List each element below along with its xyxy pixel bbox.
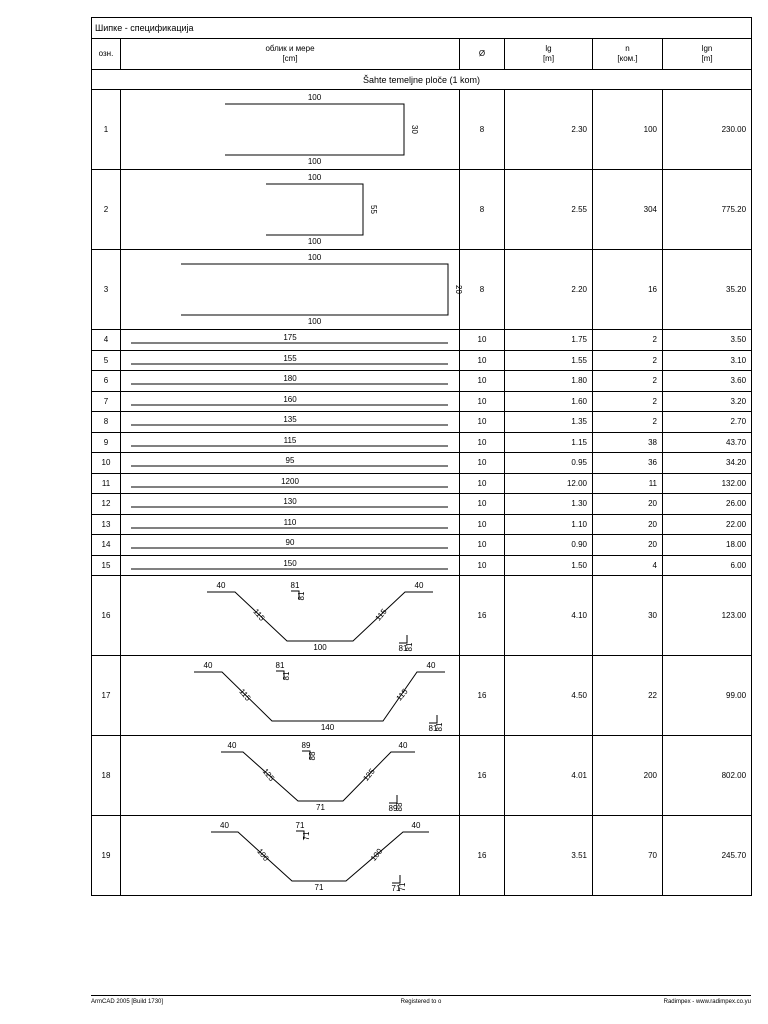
bar-diameter-cell: 10 xyxy=(460,432,505,453)
bar-count-cell: 2 xyxy=(593,412,663,433)
bent-bottom-label: 100 xyxy=(313,643,327,652)
bar-mark-cell: 4 xyxy=(92,330,121,351)
u-bar-line xyxy=(225,104,404,155)
bend-angle-mark-bottom xyxy=(429,715,437,723)
title-row xyxy=(92,18,752,39)
u-bar-top-label: 100 xyxy=(307,93,322,102)
bar-total-length-cell: 43.70 xyxy=(663,432,752,453)
bar-total-length-cell: 26.00 xyxy=(663,494,752,515)
bar-count-cell: 4 xyxy=(593,555,663,576)
bar-total-length-cell: 22.00 xyxy=(663,514,752,535)
bar-diameter-cell: 10 xyxy=(460,494,505,515)
bent-bar-line xyxy=(211,832,429,881)
bar-mark-cell: 10 xyxy=(92,453,121,474)
bar-length-label: 110 xyxy=(283,517,297,527)
bar-count-cell: 100 xyxy=(593,90,663,170)
bar-count-cell: 16 xyxy=(593,250,663,330)
bar-total-length-cell: 802.00 xyxy=(663,736,752,816)
header-mark: озн. xyxy=(92,39,121,70)
bar-diameter-cell: 10 xyxy=(460,535,505,556)
table-title: Шипке - спецификација xyxy=(92,18,752,39)
bar-count-cell: 22 xyxy=(593,656,663,736)
bar-length-cell: 1.55 xyxy=(505,350,593,371)
bar-total-length-cell: 99.00 xyxy=(663,656,752,736)
bar-diameter-cell: 10 xyxy=(460,514,505,535)
bar-mark-cell: 6 xyxy=(92,371,121,392)
table-row xyxy=(92,432,752,453)
table-row xyxy=(92,736,752,816)
bar-length-label: 135 xyxy=(283,415,297,425)
bar-mark-cell: 1 xyxy=(92,90,121,170)
bar-length-cell: 2.30 xyxy=(505,90,593,170)
bar-diameter-cell: 10 xyxy=(460,453,505,474)
bend-angle-label-bottom-side: 81 xyxy=(435,722,444,732)
bar-length-cell: 0.95 xyxy=(505,453,593,474)
table-row xyxy=(92,576,752,656)
header-lg-label: lg xyxy=(545,44,552,53)
bar-diameter-cell: 10 xyxy=(460,473,505,494)
bent-bottom-label: 71 xyxy=(314,883,324,892)
bend-angle-label-bottom-side: 71 xyxy=(398,882,407,892)
bend-angle-label-bottom-side: 81 xyxy=(405,642,414,652)
u-bar-side-label: 30 xyxy=(410,125,419,134)
bar-shape-drawing xyxy=(121,656,460,735)
bar-shape-cell xyxy=(121,473,460,494)
bar-shape-drawing xyxy=(121,736,460,815)
bent-left-slope-label: 100 xyxy=(255,846,271,863)
bar-length-cell: 1.35 xyxy=(505,412,593,433)
bar-mark-cell: 13 xyxy=(92,514,121,535)
bar-diameter-cell: 16 xyxy=(460,736,505,816)
bar-diameter-cell: 16 xyxy=(460,816,505,896)
bar-shape-cell xyxy=(121,170,460,250)
bar-total-length-cell: 132.00 xyxy=(663,473,752,494)
bar-total-length-cell: 775.20 xyxy=(663,170,752,250)
bar-mark-cell: 15 xyxy=(92,555,121,576)
bar-count-cell: 20 xyxy=(593,494,663,515)
bent-left-end-label: 40 xyxy=(203,661,213,670)
bar-shape-cell xyxy=(121,90,460,170)
bar-length-cell: 1.10 xyxy=(505,514,593,535)
bar-shape-drawing xyxy=(121,371,460,390)
bar-shape-cell xyxy=(121,816,460,896)
bar-shape-cell xyxy=(121,412,460,433)
bar-length-label: 115 xyxy=(283,435,297,445)
bar-shape-drawing xyxy=(121,170,460,249)
bar-total-length-cell: 230.00 xyxy=(663,90,752,170)
bent-right-slope-label: 125 xyxy=(361,766,377,783)
bend-angle-label-side: 71 xyxy=(302,831,311,841)
bar-shape-drawing xyxy=(121,433,460,452)
bar-diameter-cell: 10 xyxy=(460,350,505,371)
bend-angle-label-top: 81 xyxy=(275,661,285,670)
bent-left-end-label: 40 xyxy=(216,581,226,590)
header-lgn-unit: [m] xyxy=(701,54,713,63)
bar-shape-cell xyxy=(121,514,460,535)
bend-angle-mark-bottom xyxy=(392,875,400,883)
bar-shape-cell xyxy=(121,371,460,392)
bar-shape-cell xyxy=(121,350,460,371)
bar-mark-cell: 3 xyxy=(92,250,121,330)
bar-length-cell: 1.50 xyxy=(505,555,593,576)
bar-shape-drawing xyxy=(121,494,460,513)
bar-mark-cell: 18 xyxy=(92,736,121,816)
bar-length-cell: 1.60 xyxy=(505,391,593,412)
header-row xyxy=(92,39,752,70)
bar-count-cell: 2 xyxy=(593,371,663,392)
bar-count-cell: 36 xyxy=(593,453,663,474)
bend-angle-label-side: 81 xyxy=(282,671,291,681)
bar-mark-cell: 11 xyxy=(92,473,121,494)
u-bar-side-label: 20 xyxy=(454,285,463,294)
bar-length-cell: 1.80 xyxy=(505,371,593,392)
bar-mark-cell: 19 xyxy=(92,816,121,896)
u-bar-side-label: 55 xyxy=(369,205,378,214)
bent-right-end-label: 40 xyxy=(414,581,424,590)
bar-length-cell: 4.50 xyxy=(505,656,593,736)
bend-angle-label-bottom: 81 xyxy=(398,644,408,653)
bar-length-cell: 4.10 xyxy=(505,576,593,656)
bar-diameter-cell: 8 xyxy=(460,90,505,170)
bar-diameter-cell: 8 xyxy=(460,170,505,250)
bend-angle-label-bottom: 89 xyxy=(388,804,398,813)
header-n-label: n xyxy=(625,44,630,53)
rebar-specification-sheet xyxy=(91,17,752,896)
footer-left: ArmCAD 2005 [Build 1730] xyxy=(91,999,164,1005)
bar-length-cell: 2.55 xyxy=(505,170,593,250)
bar-shape-drawing xyxy=(121,412,460,431)
bend-angle-mark-bottom xyxy=(399,635,407,643)
bar-length-label: 155 xyxy=(283,353,297,363)
bar-mark-cell: 14 xyxy=(92,535,121,556)
bent-bottom-label: 71 xyxy=(316,803,325,812)
bar-length-cell: 1.30 xyxy=(505,494,593,515)
bar-shape-drawing xyxy=(121,453,460,472)
bar-total-length-cell: 3.20 xyxy=(663,391,752,412)
bar-diameter-cell: 16 xyxy=(460,576,505,656)
bent-left-slope-label: 125 xyxy=(260,766,277,783)
bar-total-length-cell: 18.00 xyxy=(663,535,752,556)
bar-total-length-cell: 245.70 xyxy=(663,816,752,896)
bar-shape-drawing xyxy=(121,351,460,370)
bar-shape-cell xyxy=(121,736,460,816)
bar-diameter-cell: 10 xyxy=(460,412,505,433)
bent-left-end-label: 40 xyxy=(227,741,237,750)
bar-length-label: 95 xyxy=(285,456,295,466)
bent-right-end-label: 40 xyxy=(426,661,436,670)
bar-shape-drawing xyxy=(121,90,460,169)
bar-mark-cell: 16 xyxy=(92,576,121,656)
table-row xyxy=(92,555,752,576)
bar-shape-cell xyxy=(121,330,460,351)
bar-diameter-cell: 16 xyxy=(460,656,505,736)
header-n xyxy=(593,39,663,70)
table-row xyxy=(92,170,752,250)
u-bar-bottom-label: 100 xyxy=(307,157,322,166)
bar-count-cell: 2 xyxy=(593,350,663,371)
bar-shape-drawing xyxy=(121,535,460,554)
table-row xyxy=(92,656,752,736)
bent-right-slope-label: 100 xyxy=(368,846,385,863)
bar-shape-drawing xyxy=(121,474,460,493)
bar-count-cell: 20 xyxy=(593,514,663,535)
header-shape xyxy=(121,39,460,70)
section-row xyxy=(92,70,752,90)
bent-bar-line xyxy=(194,672,445,721)
u-bar-line xyxy=(266,184,363,235)
bar-length-cell: 2.20 xyxy=(505,250,593,330)
bar-shape-cell xyxy=(121,432,460,453)
bar-length-label: 160 xyxy=(283,394,297,404)
table-row xyxy=(92,816,752,896)
header-shape-unit: [cm] xyxy=(282,54,298,63)
bar-length-cell: 0.90 xyxy=(505,535,593,556)
bar-mark-cell: 12 xyxy=(92,494,121,515)
bar-total-length-cell: 2.70 xyxy=(663,412,752,433)
bar-length-label: 180 xyxy=(283,374,297,384)
bar-length-cell: 1.75 xyxy=(505,330,593,351)
header-lg-unit: [m] xyxy=(542,54,555,63)
u-bar-top-label: 100 xyxy=(307,253,322,262)
bent-left-slope-label: 115 xyxy=(237,687,253,703)
bar-shape-drawing xyxy=(121,556,460,575)
bar-mark-cell: 9 xyxy=(92,432,121,453)
bar-shape-drawing xyxy=(121,250,463,329)
bend-angle-label-bottom: 81 xyxy=(428,724,438,733)
header-lg xyxy=(505,39,593,70)
header-lgn xyxy=(663,39,752,70)
bar-total-length-cell: 3.50 xyxy=(663,330,752,351)
header-lgn-label: lgn xyxy=(701,44,713,53)
bar-shape-cell xyxy=(121,494,460,515)
table-row xyxy=(92,473,752,494)
header-n-unit: [ком.] xyxy=(617,54,638,63)
bar-mark-cell: 8 xyxy=(92,412,121,433)
table-row xyxy=(92,391,752,412)
table-row xyxy=(92,412,752,433)
bar-length-cell: 12.00 xyxy=(505,473,593,494)
bar-count-cell: 2 xyxy=(593,330,663,351)
bar-count-cell: 38 xyxy=(593,432,663,453)
bar-mark-cell: 5 xyxy=(92,350,121,371)
bar-shape-cell xyxy=(121,453,460,474)
bar-shape-cell xyxy=(121,555,460,576)
bar-mark-cell: 7 xyxy=(92,391,121,412)
bent-bar-line xyxy=(207,592,433,641)
bend-angle-label-top: 81 xyxy=(290,581,300,590)
bent-right-slope-label: 115 xyxy=(373,607,389,623)
u-bar-top-label: 100 xyxy=(307,173,322,182)
bar-mark-cell: 17 xyxy=(92,656,121,736)
bent-right-end-label: 40 xyxy=(411,821,421,830)
bend-angle-label-bottom: 71 xyxy=(391,884,401,893)
table-row xyxy=(92,453,752,474)
page-footer xyxy=(91,995,751,1008)
bar-total-length-cell: 3.10 xyxy=(663,350,752,371)
bent-left-slope-label: 115 xyxy=(251,607,267,623)
bar-diameter-cell: 10 xyxy=(460,555,505,576)
bar-total-length-cell: 34.20 xyxy=(663,453,752,474)
bend-angle-label-side: 88 xyxy=(308,751,317,761)
bent-bar-line xyxy=(221,752,415,801)
bar-shape-drawing xyxy=(121,392,460,411)
specification-table xyxy=(91,17,752,896)
bar-diameter-cell: 10 xyxy=(460,391,505,412)
table-row xyxy=(92,330,752,351)
bar-length-label: 1200 xyxy=(281,476,299,486)
u-bar-bottom-label: 100 xyxy=(307,317,322,326)
bar-count-cell: 11 xyxy=(593,473,663,494)
bar-count-cell: 200 xyxy=(593,736,663,816)
header-shape-label: облик и мере xyxy=(265,44,315,53)
bar-shape-cell xyxy=(121,250,463,330)
bar-length-label: 150 xyxy=(283,558,297,568)
bar-length-label: 130 xyxy=(283,497,297,507)
bar-count-cell: 30 xyxy=(593,576,663,656)
bar-total-length-cell: 35.20 xyxy=(663,250,752,330)
bar-diameter-cell: 10 xyxy=(460,330,505,351)
bar-count-cell: 2 xyxy=(593,391,663,412)
bend-angle-label-side: 81 xyxy=(297,591,306,601)
bar-length-cell: 1.15 xyxy=(505,432,593,453)
bar-diameter-cell: 10 xyxy=(460,371,505,392)
bar-count-cell: 70 xyxy=(593,816,663,896)
bend-angle-label-top: 89 xyxy=(301,741,311,750)
bent-left-end-label: 40 xyxy=(220,821,229,830)
bent-bottom-label: 140 xyxy=(320,723,335,732)
bent-right-end-label: 40 xyxy=(398,741,408,750)
footer-center: Registered to o xyxy=(400,999,442,1005)
bar-length-label: 175 xyxy=(283,333,297,343)
table-row xyxy=(92,535,752,556)
bar-total-length-cell: 6.00 xyxy=(663,555,752,576)
bar-shape-cell xyxy=(121,535,460,556)
bend-angle-mark-bottom xyxy=(389,795,397,803)
bar-shape-drawing xyxy=(121,515,460,534)
bar-count-cell: 304 xyxy=(593,170,663,250)
bar-total-length-cell: 123.00 xyxy=(663,576,752,656)
bend-angle-label-top: 71 xyxy=(295,821,305,830)
bent-right-slope-label: 115 xyxy=(394,687,410,703)
table-row xyxy=(92,514,752,535)
bar-length-label: 90 xyxy=(285,538,295,548)
bar-length-cell: 3.51 xyxy=(505,816,593,896)
bar-diameter-cell: 8 xyxy=(460,250,505,330)
bar-shape-drawing xyxy=(121,576,460,655)
table-row xyxy=(92,494,752,515)
bar-length-cell: 4.01 xyxy=(505,736,593,816)
table-row xyxy=(92,371,752,392)
bar-shape-cell xyxy=(121,576,460,656)
u-bar-line xyxy=(181,264,448,315)
bar-mark-cell: 2 xyxy=(92,170,121,250)
u-bar-bottom-label: 100 xyxy=(307,237,322,246)
table-row xyxy=(92,250,752,330)
table-row xyxy=(92,90,752,170)
bar-shape-cell xyxy=(121,391,460,412)
bar-shape-drawing xyxy=(121,816,460,895)
section-title: Šahte temeljne ploče (1 kom) xyxy=(92,70,752,90)
footer-right: Radimpex - www.radimpex.co.yu xyxy=(663,999,751,1005)
header-diameter: Ø xyxy=(460,39,505,70)
bar-shape-cell xyxy=(121,656,460,736)
bar-count-cell: 20 xyxy=(593,535,663,556)
bar-shape-drawing xyxy=(121,330,460,349)
bend-angle-label-bottom-side: 88 xyxy=(395,802,404,812)
table-row xyxy=(92,350,752,371)
bar-total-length-cell: 3.60 xyxy=(663,371,752,392)
